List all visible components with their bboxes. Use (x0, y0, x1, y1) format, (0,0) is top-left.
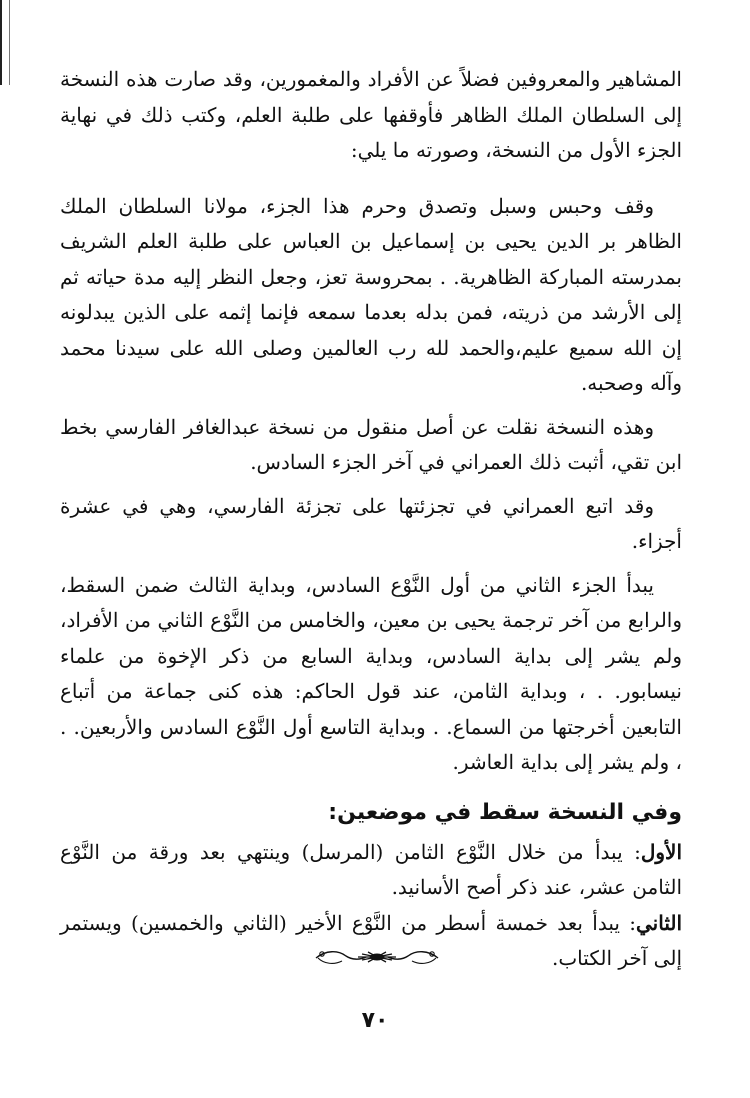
paragraph-copy-origin: وهذه النسخة نقلت عن أصل منقول من نسخة عبدالغافر الفارسي بخط ابن تقي، أثبت ذلك العمراني في آخر الجزء السادس. (60, 414, 682, 474)
paragraph-first-gap (60, 835, 682, 906)
paragraph-parts-beginnings: يبدأ الجزء الثاني من أول النَّوْع السادس، وبداية الثالث ضمن السقط، والرابع من آخر ترجمة يحيى بن معين، والخامس من النَّوْع الثاني من الأفراد، ولم يشر إلى بداية السادس، وبداية السابع من ذكر الإخوة من علماء نيسابور. . ، وبداية الثامن، عند قول الحاكم: هذه كنى جماعة من أتباع التابعين أخرجتها من السماع. . وبداية التاسع أول النَّوْع السادس والأربعين. . ، ولم يشر إلى بداية العاشر. (60, 572, 683, 774)
decorative-divider-icon (312, 945, 442, 971)
paragraph-intro: المشاهير والمعروفين فضلاً عن الأفراد والمغمورين، وقد صارت هذه النسخة إلى السلطان الملك الظاهر فأوقفها على طلبة العلم، وكتب ذلك في نهاية الجزء الأول من النسخة، وصورته ما يلي: (60, 67, 682, 162)
first-gap-text: : يبدأ من خلال النَّوْع الثامن (المرسل) وينتهي بعد ورقة من النَّوْع الثامن عشر، عند ذكر أصح الأسانيد. (60, 839, 682, 899)
scan-margin-mark (0, 0, 10, 85)
section-heading-missing-parts: وفي النسخة سقط في موضعين: (328, 799, 682, 825)
first-gap-label: الأول (640, 839, 682, 864)
second-gap-text: : يبدأ بعد خمسة أسطر من النَّوْع الأخير (الثاني والخمسين) ويستمر إلى آخر الكتاب. (60, 910, 682, 970)
paragraph-endowment-inscription: وقف وحبس وسبل وتصدق وحرم هذا الجزء، مولانا السلطان الملك الظاهر بر الدين يحيى بن إسماعيل بن العباس على طلبة العلم الشريف بمدرسته المباركة الظاهرية. . بمحروسة تعز، وجعل النظر إليه مدة حياته ثم إلى الأرشد من ذريته، فمن بدله بعدما سمعه فإنما إثمه على الذين يبدلونه إن الله سميع عليم،والحمد لله رب العالمين وصلى الله على سيدنا محمد وآله وصحبه. (60, 193, 682, 395)
second-gap-label: الثاني (635, 910, 682, 935)
page-number: ٧٠ (361, 1008, 389, 1033)
page-body (60, 62, 682, 977)
paragraph-division: وقد اتبع العمراني في تجزئتها على تجزئة الفارسي، وهي في عشرة أجزاء. (60, 493, 682, 553)
